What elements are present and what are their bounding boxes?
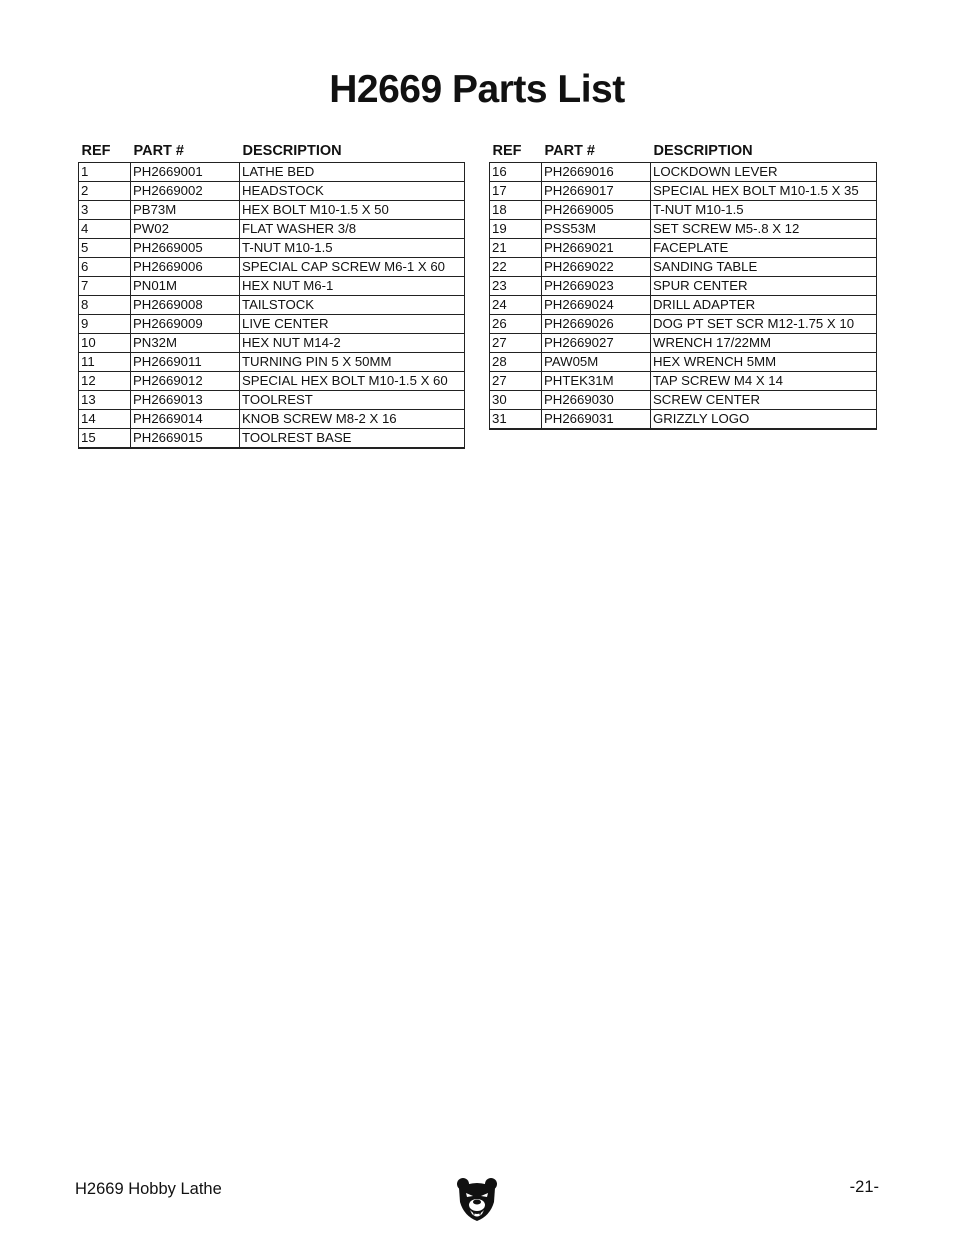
ref-cell: 21 (490, 239, 542, 258)
ref-cell: 16 (490, 163, 542, 182)
description-cell: FACEPLATE (651, 239, 877, 258)
ref-cell: 17 (490, 182, 542, 201)
description-cell: SET SCREW M5-.8 X 12 (651, 220, 877, 239)
part-number-cell: PSS53M (542, 220, 651, 239)
ref-cell: 26 (490, 315, 542, 334)
part-number-cell: PH2669011 (131, 353, 240, 372)
part-number-cell: PH2669024 (542, 296, 651, 315)
description-cell: SCREW CENTER (651, 391, 877, 410)
description-cell: LATHE BED (240, 163, 465, 182)
table-row (490, 315, 877, 334)
ref-cell: 12 (79, 372, 131, 391)
table-row (79, 353, 465, 372)
part-number-cell: PH2669022 (542, 258, 651, 277)
description-cell: TAILSTOCK (240, 296, 465, 315)
ref-cell: 8 (79, 296, 131, 315)
ref-cell: 30 (490, 391, 542, 410)
part-number-cell: PH2669005 (542, 201, 651, 220)
description-cell: WRENCH 17/22MM (651, 334, 877, 353)
table-row (79, 296, 465, 315)
ref-cell: 27 (490, 372, 542, 391)
table-row (79, 410, 465, 429)
table-row (490, 220, 877, 239)
table-row (79, 258, 465, 277)
description-cell: LOCKDOWN LEVER (651, 163, 877, 182)
part-number-cell: PH2669023 (542, 277, 651, 296)
description-cell: SPECIAL CAP SCREW M6-1 X 60 (240, 258, 465, 277)
description-cell: SPUR CENTER (651, 277, 877, 296)
table-row (490, 372, 877, 391)
ref-cell: 28 (490, 353, 542, 372)
ref-cell: 18 (490, 201, 542, 220)
description-cell: T-NUT M10-1.5 (651, 201, 877, 220)
part-number-cell: PH2669017 (542, 182, 651, 201)
part-number-cell: PH2669031 (542, 410, 651, 430)
table-header-row (79, 140, 465, 163)
description-cell: TOOLREST (240, 391, 465, 410)
description-cell: HEX WRENCH 5MM (651, 353, 877, 372)
part-column-header: PART # (544, 143, 595, 159)
ref-cell: 31 (490, 410, 542, 430)
description-cell: SANDING TABLE (651, 258, 877, 277)
page-number: -21- (849, 1178, 879, 1196)
part-number-cell: PN01M (131, 277, 240, 296)
description-column-header: DESCRIPTION (653, 143, 753, 159)
part-number-cell: PW02 (131, 220, 240, 239)
description-cell: HEADSTOCK (240, 182, 465, 201)
ref-cell: 4 (79, 220, 131, 239)
table-row (79, 201, 465, 220)
table-row (79, 372, 465, 391)
description-cell: SPECIAL HEX BOLT M10-1.5 X 60 (240, 372, 465, 391)
table-row (490, 258, 877, 277)
ref-cell: 3 (79, 201, 131, 220)
table-row (490, 353, 877, 372)
part-number-cell: PH2669013 (131, 391, 240, 410)
part-number-cell: PH2669026 (542, 315, 651, 334)
ref-column-header: REF (492, 143, 522, 159)
table-row (79, 220, 465, 239)
part-number-cell: PB73M (131, 201, 240, 220)
table-row (490, 391, 877, 410)
description-cell: DRILL ADAPTER (651, 296, 877, 315)
table-row (79, 391, 465, 410)
ref-cell: 15 (79, 429, 131, 449)
ref-cell: 7 (79, 277, 131, 296)
page-title: H2669 Parts List (329, 68, 625, 111)
table-header-row (490, 140, 877, 163)
description-cell: HEX NUT M6-1 (240, 277, 465, 296)
parts-table-left (78, 140, 465, 449)
table-row (490, 277, 877, 296)
description-cell: LIVE CENTER (240, 315, 465, 334)
part-number-cell: PH2669014 (131, 410, 240, 429)
ref-cell: 14 (79, 410, 131, 429)
ref-cell: 2 (79, 182, 131, 201)
description-cell: SPECIAL HEX BOLT M10-1.5 X 35 (651, 182, 877, 201)
description-cell: HEX NUT M14-2 (240, 334, 465, 353)
part-number-cell: PN32M (131, 334, 240, 353)
table-row (79, 277, 465, 296)
part-number-cell: PH2669002 (131, 182, 240, 201)
table-row (490, 296, 877, 315)
part-number-cell: PH2669012 (131, 372, 240, 391)
description-cell: HEX BOLT M10-1.5 X 50 (240, 201, 465, 220)
description-cell: TAP SCREW M4 X 14 (651, 372, 877, 391)
part-number-cell: PH2669008 (131, 296, 240, 315)
ref-cell: 9 (79, 315, 131, 334)
table-row (490, 334, 877, 353)
table-row (490, 163, 877, 182)
description-cell: KNOB SCREW M8-2 X 16 (240, 410, 465, 429)
part-number-cell: PAW05M (542, 353, 651, 372)
table-row (490, 239, 877, 258)
ref-cell: 5 (79, 239, 131, 258)
table-row (79, 429, 465, 449)
description-cell: DOG PT SET SCR M12-1.75 X 10 (651, 315, 877, 334)
parts-table-right (489, 140, 877, 430)
part-number-cell: PH2669001 (131, 163, 240, 182)
table-row (490, 201, 877, 220)
table-row (79, 182, 465, 201)
table-row (79, 239, 465, 258)
ref-cell: 22 (490, 258, 542, 277)
part-number-cell: PH2669006 (131, 258, 240, 277)
description-column-header: DESCRIPTION (242, 143, 342, 159)
description-cell: T-NUT M10-1.5 (240, 239, 465, 258)
ref-cell: 6 (79, 258, 131, 277)
part-number-cell: PH2669030 (542, 391, 651, 410)
table-row (79, 163, 465, 182)
description-cell: TURNING PIN 5 X 50MM (240, 353, 465, 372)
table-row (490, 410, 877, 430)
part-number-cell: PHTEK31M (542, 372, 651, 391)
ref-cell: 11 (79, 353, 131, 372)
description-cell: GRIZZLY LOGO (651, 410, 877, 430)
ref-cell: 27 (490, 334, 542, 353)
ref-cell: 23 (490, 277, 542, 296)
ref-cell: 1 (79, 163, 131, 182)
ref-cell: 10 (79, 334, 131, 353)
part-number-cell: PH2669009 (131, 315, 240, 334)
table-row (79, 334, 465, 353)
ref-cell: 13 (79, 391, 131, 410)
ref-column-header: REF (81, 143, 111, 159)
table-row (79, 315, 465, 334)
table-row (490, 182, 877, 201)
ref-cell: 24 (490, 296, 542, 315)
part-number-cell: PH2669005 (131, 239, 240, 258)
description-cell: TOOLREST BASE (240, 429, 465, 449)
part-number-cell: PH2669021 (542, 239, 651, 258)
part-number-cell: PH2669016 (542, 163, 651, 182)
part-number-cell: PH2669027 (542, 334, 651, 353)
part-column-header: PART # (133, 143, 184, 159)
part-number-cell: PH2669015 (131, 429, 240, 449)
footer-manual-title: H2669 Hobby Lathe (75, 1180, 222, 1198)
bear-head-icon (456, 1176, 498, 1222)
description-cell: FLAT WASHER 3/8 (240, 220, 465, 239)
ref-cell: 19 (490, 220, 542, 239)
